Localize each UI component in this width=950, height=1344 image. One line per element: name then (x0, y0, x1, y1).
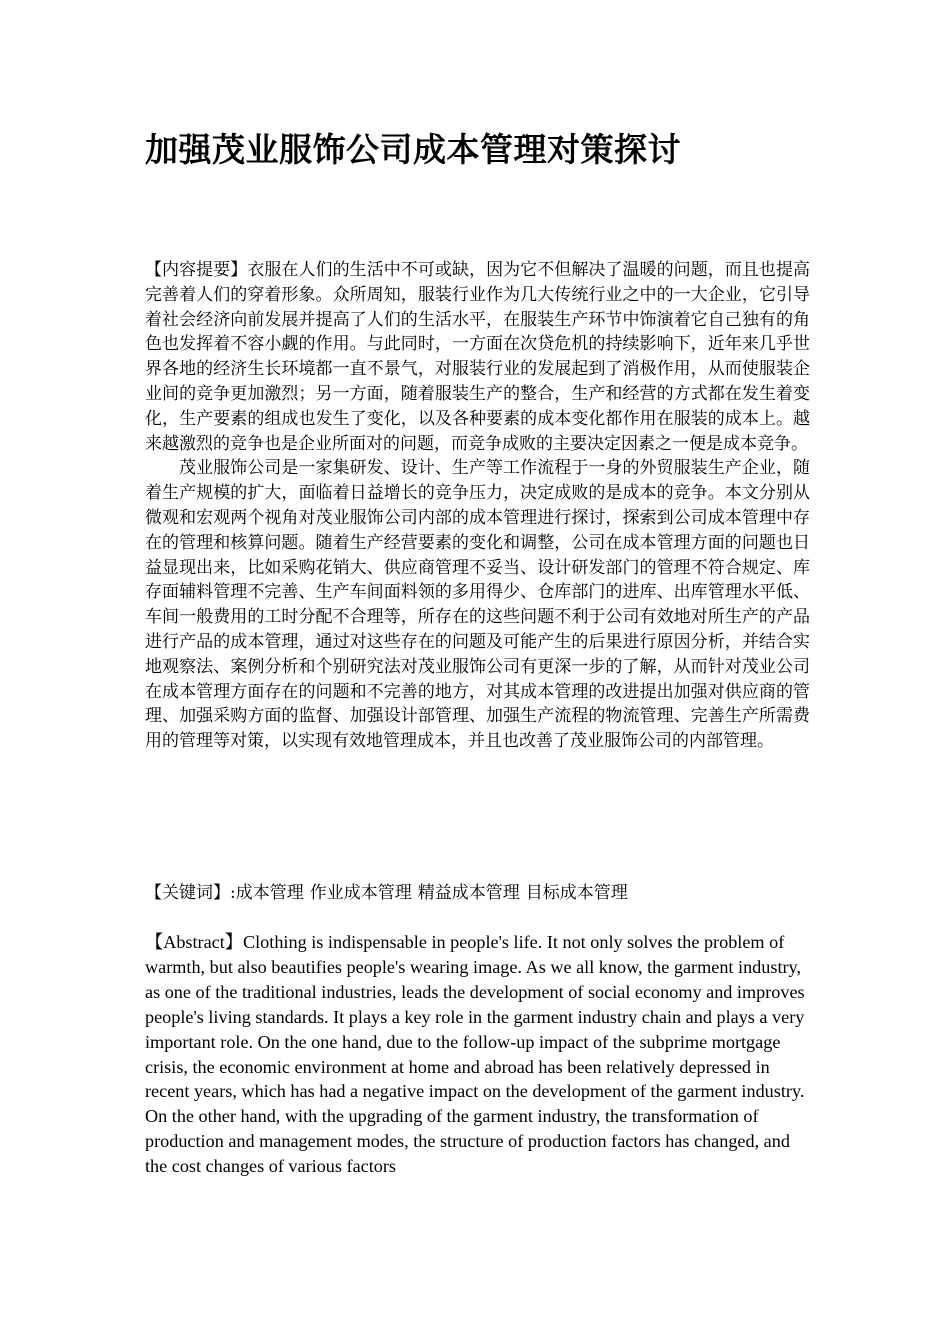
keywords-label: 【关键词】: (145, 883, 236, 903)
chinese-abstract (145, 258, 810, 754)
abstract-paragraph-1 (145, 258, 810, 456)
keywords-line (145, 880, 810, 906)
keyword-item: 成本管理 (235, 883, 304, 903)
english-abstract (145, 930, 810, 1179)
keyword-item: 目标成本管理 (525, 883, 628, 903)
document-title: 加强茂业服饰公司成本管理对策探讨 (145, 130, 681, 169)
keyword-item: 精益成本管理 (417, 883, 520, 903)
keyword-item: 作业成本管理 (309, 883, 412, 903)
abstract-paragraph-2: 茂业服饰公司是一家集研发、设计、生产等工作流程于一身的外贸服装生产企业，随着生产规模的扩大，面临着日益增长的竞争压力，决定成败的是成本的竞争。本文分别从微观和宏观两个视角对茂业服饰公司内部的成本管理进行探讨，探索到公司成本管理中存在的管理和核算问题。随着生产经营要素的变化和调整，公司在成本管理方面的问题也日益显现出来，比如采购花销大、供应商管理不妥当、设计研发部门的管理不符合规定、库存面辅料管理不完善、生产车间面料领的多用得少、仓库部门的进库、出库管理水平低、车间一般费用的工时分配不合理等，所存在的这些问题不利于公司有效地对所生产的产品进行产品的成本管理，通过对这些存在的问题及可能产生的后果进行原因分析，并结合实地观察法、案例分析和个别研究法对茂业服饰公司有更深一步的了解，从而针对茂业公司在成本管理方面存在的问题和不完善的地方，对其成本管理的改进提出加强对供应商的管理、加强采购方面的监督、加强设计部管理、加强生产流程的物流管理、完善生产所需费用的管理等对策，以实现有效地管理成本，并且也改善了茂业服饰公司的内部管理。 (145, 458, 810, 752)
english-abstract-text: Clothing is indispensable in people's life. It not only solves the problem of warmth, but also beautifies people's wearing image. As we all know, the garment industry, as one of the traditional industries, leads the development of social economy and improves people's living standards. It plays a key role in the garment industry chain and plays a very important role. On the one hand, due to the follow-up impact of the subprime mortgage crisis, the economic environment at home and abroad has been relatively depressed in recent years, which has had a negative impact on the development of the garment industry. On the other hand, with the upgrading of the garment industry, the transformation of production and management modes, the structure of production factors has changed, and the cost changes of various factors (145, 932, 805, 1177)
english-abstract-label: 【Abstract】 (145, 932, 243, 952)
abstract-label: 【内容提要】 (145, 260, 248, 280)
abstract-text-1: 衣服在人们的生活中不可或缺，因为它不但解决了温暖的问题，而且也提高完善着人们的穿着形象。众所周知，服装行业作为几大传统行业之中的一大企业，它引导着社会经济向前发展并提高了人们的生活水平，在服装生产环节中饰演着它自己独有的角色也发挥着不容小觑的作用。与此同时，一方面在次贷危机的持续影响下，近年来几乎世界各地的经济生长环境都一直不景气，对服装行业的发展起到了消极作用，从而使服装企业间的竞争更加激烈；另一方面，随着服装生产的整合，生产和经营的方式都在发生着变化，生产要素的组成也发生了变化，以及各种要素的成本变化都作用在服装的成本上。越来越激烈的竞争也是企业所面对的问题，而竞争成败的主要决定因素之一便是成本竞争。 (145, 260, 811, 454)
